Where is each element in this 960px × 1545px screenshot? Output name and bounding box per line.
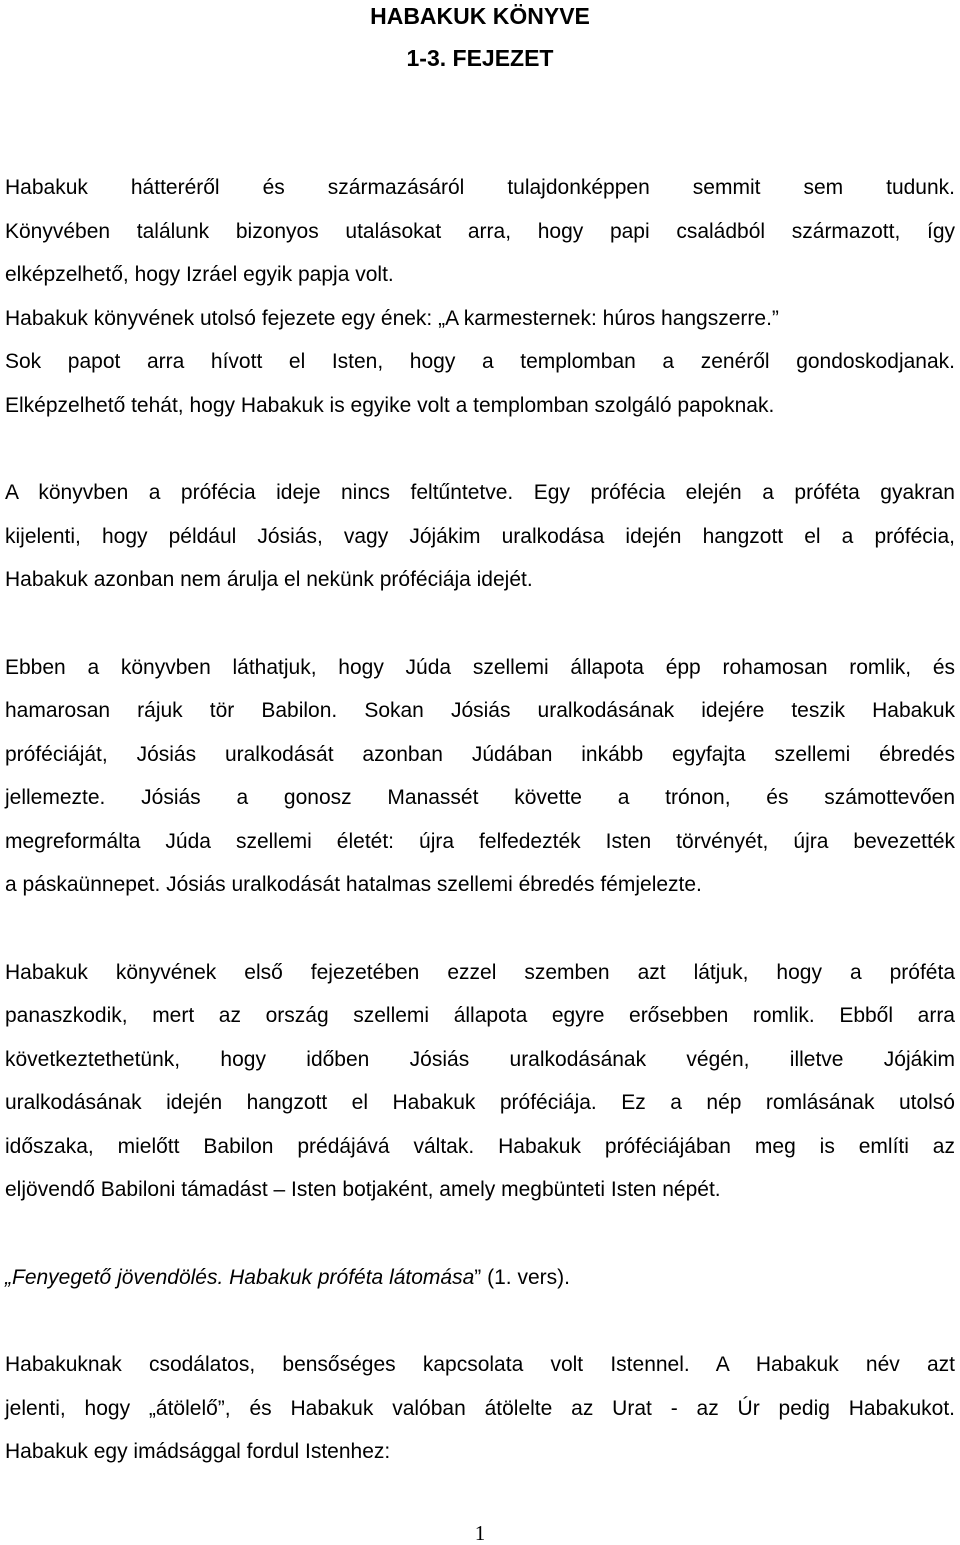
text-line: eljövendő Babiloni támadást – Isten botjaként, amely megbünteti Isten népét.: [5, 1178, 721, 1201]
document-subtitle: 1-3. FEJEZET: [406, 45, 554, 71]
text-line: Könyvében találunk bizonyos utalásokat arra, hogy papi családból származott, így: [5, 219, 955, 243]
text-line: kijelenti, hogy például Jósiás, vagy Jójákim uralkodása idején hangzott el a prófécia,: [5, 524, 955, 548]
paragraph-background: [5, 166, 955, 427]
paragraph-judah: [5, 646, 955, 907]
text-line: időszaka, mielőtt Babilon prédájává váltak. Habakuk próféciájában meg is említi az: [5, 1134, 955, 1158]
text-line: megreformálta Júda szellemi életét: újra felfedezték Isten törvényét, újra bevezették: [5, 829, 955, 853]
text-line: a páskaünnepet. Jósiás uralkodását hatalmas szellemi ébredés fémjelezte.: [5, 873, 702, 896]
text-line: Habakuk egy imádsággal fordul Istenhez:: [5, 1440, 391, 1463]
document-title: HABAKUK KÖNYVE: [370, 3, 590, 29]
page-number: 1: [474, 1521, 486, 1545]
text-line: próféciáját, Jósiás uralkodását azonban Júdában inkább egyfajta szellemi ébredés: [5, 742, 955, 766]
paragraph-date: [5, 471, 955, 602]
text-line: Habakuknak csodálatos, bensőséges kapcsolata volt Istennel. A Habakuk név azt: [5, 1353, 955, 1376]
text-line: Ebben a könyvben láthatjuk, hogy Júda szellemi állapota épp rohamosan romlik, és: [5, 655, 955, 679]
text-line: Habakuk könyvének utolsó fejezete egy ének: „A karmesternek: húros hangszerre.”: [5, 306, 779, 330]
text-line: [5, 1256, 955, 1300]
text-line: Habakuk könyvének első fejezetében ezzel szemben azt látjuk, hogy a próféta: [5, 960, 955, 984]
text-line: Habakuk azonban nem árulja el nekünk próféciája idejét.: [5, 568, 533, 591]
text-line: elképzelhető, hogy Izráel egyik papja volt.: [5, 263, 394, 286]
text-line: Elképzelhető tehát, hogy Habakuk is egyike volt a templomban szolgáló papoknak.: [5, 393, 775, 417]
text-line: A könyvben a prófécia ideje nincs feltűntetve. Egy prófécia elején a próféta gyakran: [5, 481, 955, 504]
text-line: Sok papot arra hívott el Isten, hogy a templomban a zenéről gondoskodjanak.: [5, 350, 955, 373]
text-line: hamarosan rájuk tör Babilon. Sokan Jósiás uralkodásának idejére teszik Habakuk: [5, 699, 955, 722]
text-line: jellemezte. Jósiás a gonosz Manassét követte a trónon, és számottevően: [5, 786, 955, 809]
text-line: panaszkodik, mert az ország szellemi állapota egyre erősebben romlik. Ebből arra: [5, 1004, 955, 1027]
verse-quote-reference: ” (1. vers).: [474, 1265, 570, 1289]
paragraph-chapter-one: [5, 951, 955, 1212]
text-line: jelenti, hogy „átölelő”, és Habakuk valóban átölelte az Urat - az Úr pedig Habakukot.: [5, 1396, 955, 1420]
text-line: Habakuk hátteréről és származásáról tulajdonképpen semmit sem tudunk.: [5, 176, 955, 199]
text-line: következtethetünk, hogy időben Jósiás uralkodásának végén, illetve Jójákim: [5, 1047, 955, 1071]
verse-quote: [5, 1256, 955, 1300]
paragraph-relationship: [5, 1343, 955, 1474]
verse-quote-italic: „Fenyegető jövendölés. Habakuk próféta látomása: [5, 1265, 475, 1289]
text-line: uralkodásának idején hangzott el Habakuk próféciája. Ez a nép romlásának utolsó: [5, 1091, 955, 1114]
document-page: [5, 0, 955, 1474]
